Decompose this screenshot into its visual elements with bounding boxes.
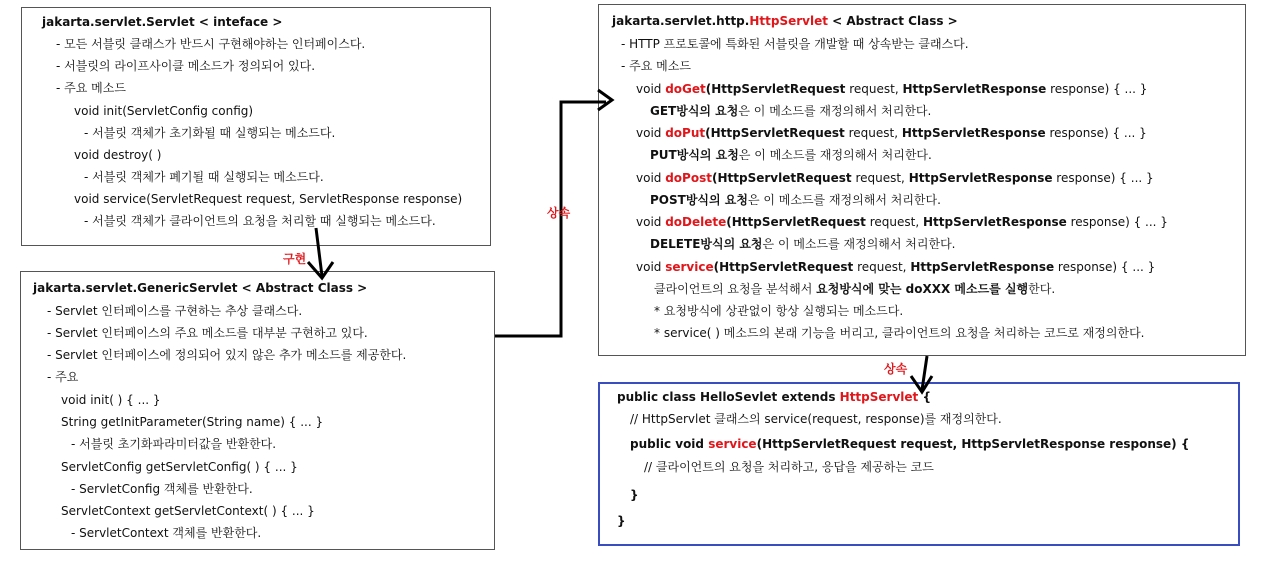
generic-line: - Servlet 인터페이스에 정의되어 있지 않은 추가 메소드를 제공한다.	[47, 348, 407, 362]
generic-line: - Servlet 인터페이스의 주요 메소드를 대부분 구현하고 있다.	[47, 326, 368, 340]
servlet-line: - 서블릿의 라이프사이클 메소드가 정의되어 있다.	[56, 59, 316, 73]
http-intro-line: - HTTP 프로토콜에 특화된 서블릿을 개발할 때 상속받는 클래스다.	[621, 37, 969, 51]
method-service-desc: 클라이언트의 요청을 분석해서 요청방식에 맞는 doXXX 메소드를 실행한다.	[654, 282, 1056, 296]
http-intro-line: - 주요 메소드	[621, 59, 691, 73]
inherit-arrowhead-1	[598, 90, 612, 110]
implements-arrow	[316, 228, 322, 276]
generic-method-desc: - 서블릿 초기화파라미터값을 반환한다.	[71, 437, 277, 451]
hello-body-comment: // 클라이언트의 요청을 처리하고, 응답을 제공하는 코드	[644, 460, 934, 474]
inherit-label-2: 상속	[884, 362, 908, 376]
generic-line: - 주요	[47, 370, 79, 384]
method-service-signature: void service(HttpServletRequest request, HttpServletResponse response) { ... }	[636, 260, 1156, 274]
method-dodelete-desc: DELETE방식의 요청은 이 메소드를 재정의해서 처리한다.	[650, 237, 956, 251]
hello-close-brace-outer: }	[617, 514, 626, 528]
servlet-method-desc: - 서블릿 객체가 클라이언트의 요청을 처리할 때 실행되는 메소드다.	[84, 214, 436, 228]
method-doput-signature: void doPut(HttpServletRequest request, HttpServletResponse response) { ... }	[636, 126, 1147, 140]
method-dopost-desc: POST방식의 요청은 이 메소드를 재정의해서 처리한다.	[650, 193, 941, 207]
servlet-line: - 모든 서블릿 클래스가 반드시 구현해야하는 인터페이스다.	[56, 37, 366, 51]
generic-method-desc: - ServletContext 객체를 반환한다.	[71, 526, 262, 540]
servlet-method: void destroy( )	[74, 148, 162, 162]
inherit-label-1: 상속	[547, 206, 571, 220]
generic-method-desc: - ServletConfig 객체를 반환한다.	[71, 482, 253, 496]
generic-method: String getInitParameter(String name) { ... }	[61, 415, 324, 429]
generic-box-title: jakarta.servlet.GenericServlet < Abstract Class >	[33, 281, 368, 295]
http-box-title-class: HttpServlet	[749, 14, 828, 28]
method-dopost-signature: void doPost(HttpServletRequest request, HttpServletResponse response) { ... }	[636, 171, 1154, 185]
implements-label: 구현	[283, 252, 307, 266]
method-service-note: * 요청방식에 상관없이 항상 실행되는 메소드다.	[654, 304, 904, 318]
hello-comment: // HttpServlet 클래스의 service(request, response)를 재정의한다.	[630, 412, 1002, 426]
method-doput-desc: PUT방식의 요청은 이 메소드를 재정의해서 처리한다.	[650, 148, 932, 162]
method-doget-desc: GET방식의 요청은 이 메소드를 재정의해서 처리한다.	[650, 104, 932, 118]
hello-service-method: public void service(HttpServletRequest request, HttpServletResponse response) {	[630, 437, 1190, 451]
servlet-method: void service(ServletRequest request, ServletResponse response)	[74, 192, 463, 206]
http-box-title: jakarta.servlet.http.HttpServlet < Abstract Class >	[612, 14, 958, 28]
method-dodelete-signature: void doDelete(HttpServletRequest request, HttpServletResponse response) { ... }	[636, 215, 1168, 229]
method-doget-signature: void doGet(HttpServletRequest request, HttpServletResponse response) { ... }	[636, 82, 1148, 96]
generic-line: - Servlet 인터페이스를 구현하는 추상 클래스다.	[47, 304, 303, 318]
servlet-box-title: jakarta.servlet.Servlet < inteface >	[42, 15, 283, 29]
method-service-note: * service( ) 메소드의 본래 기능을 버리고, 클라이언트의 요청을 처리하는 코드로 재정의한다.	[654, 326, 1145, 340]
generic-method: ServletConfig getServletConfig( ) { ... }	[61, 460, 298, 474]
servlet-method-desc: - 서블릿 객체가 폐기될 때 실행되는 메소드다.	[84, 170, 324, 184]
servlet-method: void init(ServletConfig config)	[74, 104, 254, 118]
generic-method: ServletContext getServletContext( ) { ... }	[61, 504, 315, 518]
servlet-line: - 주요 메소드	[56, 81, 126, 95]
servlet-method-desc: - 서블릿 객체가 초기화될 때 실행되는 메소드다.	[84, 126, 336, 140]
hello-class-declaration: public class HelloSevlet extends HttpServlet {	[617, 390, 932, 404]
generic-method: void init( ) { ... }	[61, 393, 161, 407]
hello-close-brace-inner: }	[630, 488, 639, 502]
